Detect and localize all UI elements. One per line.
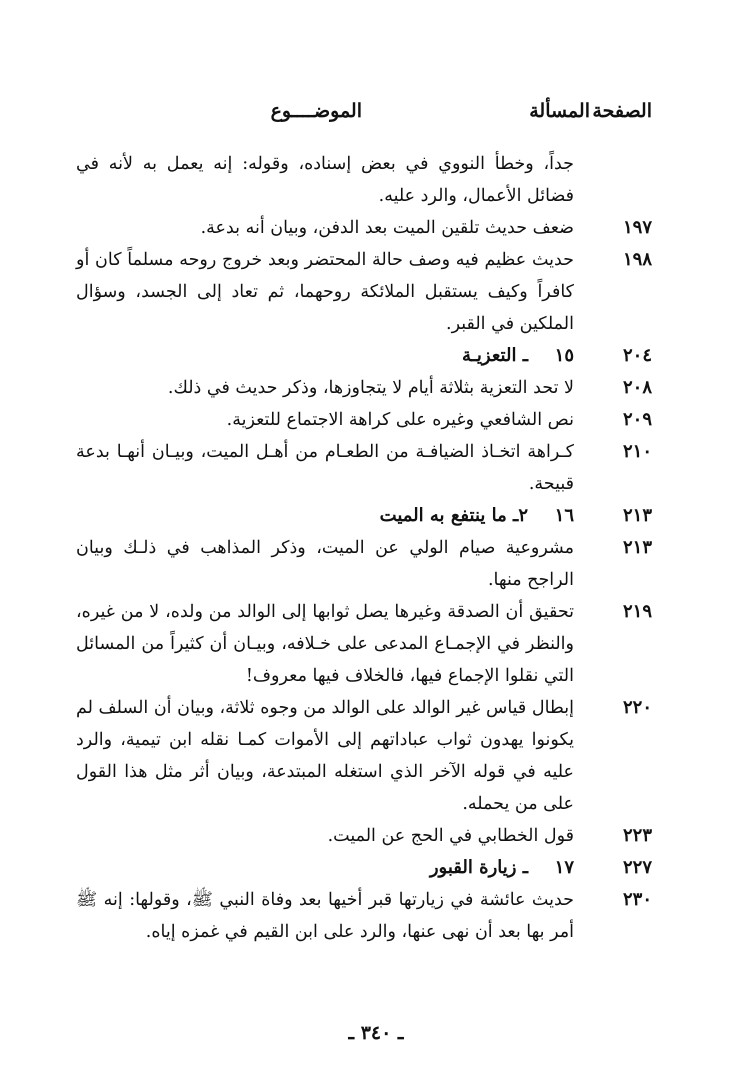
entry-page-number: ٢٢٠ (622, 697, 652, 718)
index-entry-row (76, 372, 652, 404)
entry-page-number: ١٩٧ (622, 217, 652, 238)
entry-topic-text: إبطال قياس غير الوالد على الوالد من وجوه ثلاثة، وبيان أن السلف لم يكونوا يهدون ثواب عباداتهم إلى الأموات كمـا نقله ابن تيمية، والرد عليه في قوله الآخر الذي استغله المبتدعة، وبيان أثر مثل هذا القول على من يحمله. (76, 698, 574, 814)
section-heading-row (76, 500, 652, 532)
entry-topic-text: نص الشافعي وغيره على كراهة الاجتماع للتعزية. (226, 410, 574, 430)
section-heading-row (76, 340, 652, 372)
section-title-text: ـ التعزيـة (461, 345, 528, 366)
index-entry-row (76, 212, 652, 244)
header-topic-column: الموضــــوع (270, 100, 362, 122)
entry-page-number: ٢١٩ (622, 601, 652, 622)
section-title (76, 852, 574, 884)
entry-topic-text: قول الخطابي في الحج عن الميت. (327, 826, 574, 846)
index-entry-row (76, 884, 652, 948)
entry-page-number: ٢٠٨ (622, 377, 652, 398)
page-number: ـ ٣٤٠ ـ (348, 1022, 404, 1044)
section-title (76, 340, 574, 372)
section-issue-number: ١٦ (554, 505, 574, 526)
entry-topic-text: تحقيق أن الصدقة وغيرها يصل ثوابها إلى الوالد من ولده، لا من غيره، والنظر في الإجمـاع المدعى على خـلافه، وبيـان أن كثيراً من المسائل التي نقلوا الإجماع فيها، فالخلاف فيها معروف! (76, 602, 574, 686)
section-issue-number: ١٥ (554, 345, 574, 366)
entry-page-number: ٢١٣ (622, 537, 652, 558)
section-title-text: ـ زيارة القبور (429, 857, 528, 878)
index-entry-row (76, 148, 652, 212)
entry-topic-text: ضعف حديث تلقين الميت بعد الدفن، وبيان أنه بدعة. (200, 218, 574, 238)
section-heading-row (76, 852, 652, 884)
entry-page-number: ١٩٨ (622, 249, 652, 270)
entry-topic-text: لا تحد التعزية بثلاثة أيام لا يتجاوزها، وذكر حديث في ذلك. (167, 378, 574, 398)
section-issue-number: ١٧ (554, 857, 574, 878)
entry-topic-text: حديث عظيم فيه وصف حالة المحتضر وبعد خروج روحه مسلماً كان أو كافراً وكيف يستقبل الملائكة روحهما، ثم تعاد إلى الجسد، وسؤال الملكين في القبر. (76, 250, 574, 334)
header-page-column: الصفحة (592, 100, 652, 122)
index-entry-row (76, 244, 652, 340)
entry-page-number: ٢٠٤ (622, 345, 652, 366)
entry-page-number: ٢٢٧ (622, 857, 652, 878)
entry-topic-text: كـراهة اتخـاذ الضيافـة من الطعـام من أهـل الميت، وبيـان أنهـا بدعة قبيحة. (76, 442, 574, 494)
entry-page-number: ٢٢٣ (622, 825, 652, 846)
entry-page-number: ٢١٣ (622, 505, 652, 526)
section-title (76, 500, 574, 532)
entry-page-number: ٢٠٩ (622, 409, 652, 430)
entry-page-number: ٢١٠ (622, 441, 652, 462)
index-entry-row (76, 820, 652, 852)
header-issue-column: المسألة (529, 100, 590, 122)
entry-topic-text: حديث عائشة في زيارتها قبر أخيها بعد وفاة النبي ﷺ، وقولها: إنه ﷺ أمر بها بعد أن نهى عنها، والرد على ابن القيم في غمزه إياه. (76, 890, 574, 942)
index-entry-row (76, 532, 652, 596)
index-entry-row (76, 596, 652, 692)
index-entries (76, 148, 652, 948)
section-title-text: ٢ـ ما ينتفع به الميت (379, 505, 528, 526)
entry-topic-text: جداً، وخطأ النووي في بعض إسناده، وقوله: إنه يعمل به لأنه في فضائل الأعمال، والرد عليه. (76, 154, 574, 206)
entry-page-number: ٢٣٠ (622, 889, 652, 910)
entry-topic-text: مشروعية صيام الولي عن الميت، وذكر المذاهب في ذلـك وبيان الراجح منها. (76, 538, 574, 590)
index-entry-row (76, 404, 652, 436)
index-entry-row (76, 692, 652, 820)
index-entry-row (76, 436, 652, 500)
